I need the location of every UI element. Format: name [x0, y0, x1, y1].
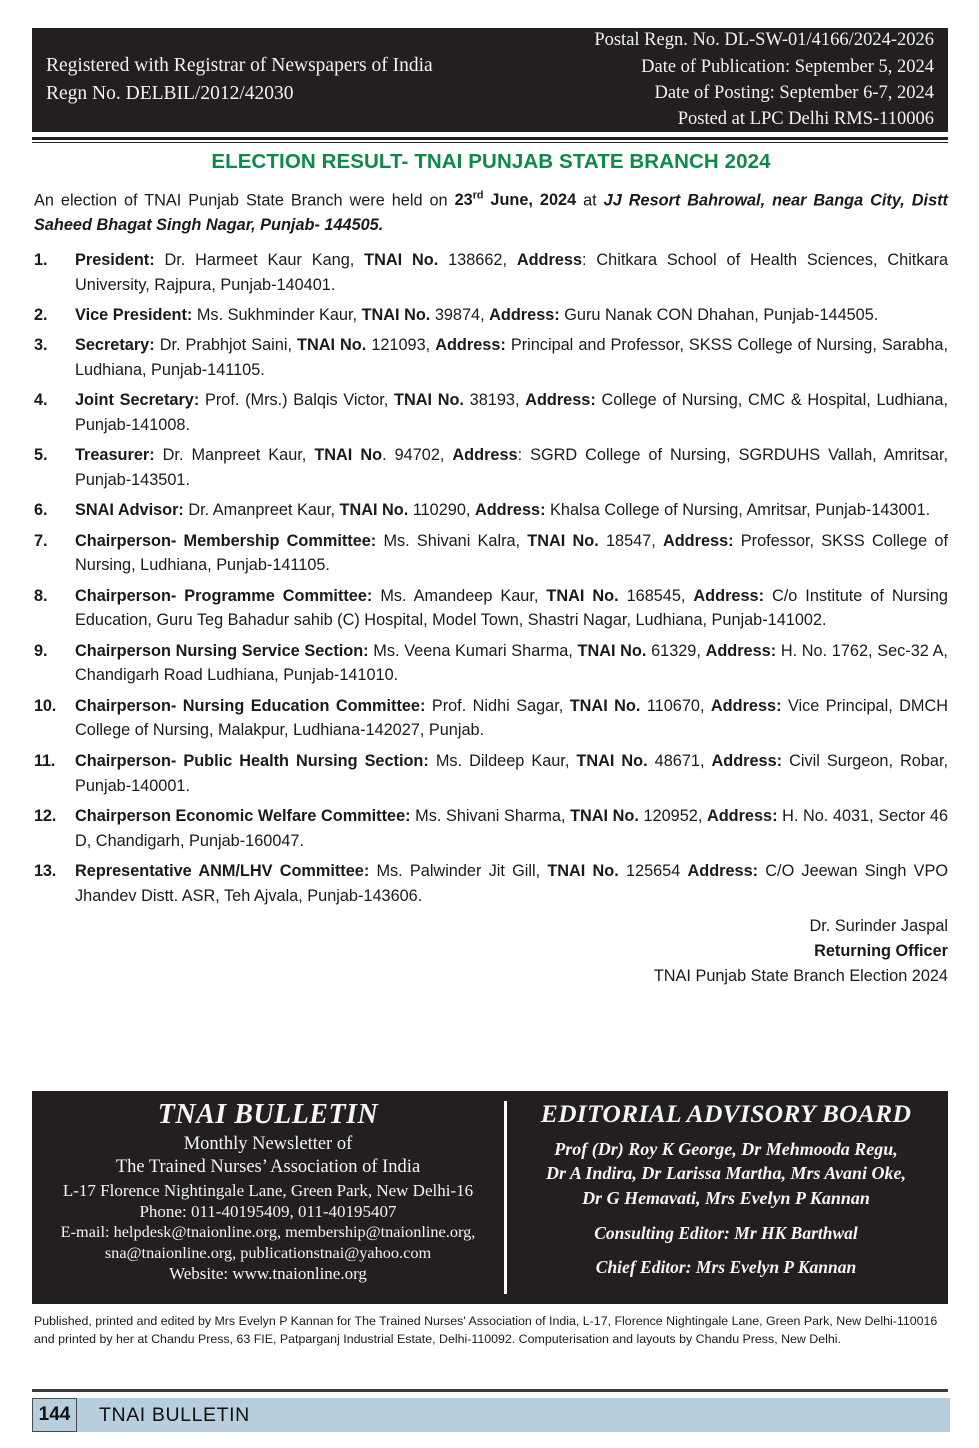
list-item-address: College of Nursing, CMC & Hospital, Ludhiana, Punjab-141008. — [75, 391, 948, 435]
list-item-tnai-label: TNAI No. — [361, 305, 431, 324]
list-item-address-label: Address: — [705, 641, 777, 660]
list-item-address-label: Address: — [687, 861, 759, 880]
editorial-board-panel — [504, 1091, 948, 1304]
list-item-role: President: — [75, 250, 155, 269]
bulletin-organisation: The Trained Nurses’ Association of India — [115, 1157, 421, 1178]
bulletin-phone: Phone: 011-40195409, 011-40195407 — [139, 1202, 397, 1221]
bulletin-subtitle: Monthly Newsletter of — [183, 1134, 353, 1154]
signatory-organisation: TNAI Punjab State Branch Election 2024 — [653, 967, 948, 986]
masthead-posted-at-line: Posted at LPC Delhi RMS-110006 — [677, 109, 934, 130]
editorial-board-title: EDITORIAL ADVISORY BOARD — [540, 1099, 912, 1128]
list-item-address: : Chitkara School of Health Sciences, Chitkara University, Rajpura, Punjab-140401. — [75, 250, 949, 294]
intro-text-2: at — [576, 191, 604, 210]
list-item-role: Chairperson- Programme Committee: — [75, 586, 373, 605]
masthead-regn-no-line: Regn No. DELBIL/2012/42030 — [46, 83, 294, 104]
list-item-role: Joint Secretary: — [75, 391, 200, 410]
list-item-role: Chairperson Nursing Service Section: — [75, 641, 369, 660]
list-item-address: Guru Nanak CON Dhahan, Punjab-144505. — [559, 305, 879, 324]
list-item-role: Secretary: — [75, 336, 155, 355]
intro-date-number: 23 — [454, 191, 473, 210]
list-item-tnai-number: 138662, — [438, 250, 517, 269]
list-item — [34, 749, 948, 799]
article-body — [34, 150, 948, 990]
list-item-address-label: Address: — [693, 586, 764, 605]
list-item-tnai-label: TNAI No. — [576, 751, 648, 770]
list-item-name: Ms. Shivani Sharma, — [410, 806, 571, 825]
list-item — [34, 498, 948, 523]
list-item-address: Vice Principal, DMCH College of Nursing, Malakpur, Ludhiana-142027, Punjab. — [75, 696, 948, 740]
list-item-tnai-label: TNAI No. — [570, 806, 639, 825]
list-item-number: 9. — [34, 641, 48, 660]
list-item-name: Ms. Sukhminder Kaur, — [192, 305, 362, 324]
list-item-address: Civil Surgeon, Robar, Punjab-140001. — [75, 751, 948, 795]
list-item-tnai-label: TNAI No. — [569, 696, 641, 715]
list-item-role: Vice President: — [75, 305, 193, 324]
list-item-address: : SGRD College of Nursing, SGRDUHS Vallah, Amritsar, Punjab-143501. — [75, 446, 948, 490]
bulletin-info-panel — [32, 1091, 504, 1304]
bulletin-email-line-1: E-mail: helpdesk@tnaionline.org, membership@tnaionline.org, — [60, 1222, 476, 1242]
page-footer-rule — [32, 1389, 948, 1392]
list-item — [34, 248, 948, 298]
page-footer-label: TNAI BULLETIN — [99, 1403, 250, 1426]
list-item-tnai-number: 110670, — [640, 696, 711, 715]
list-item-tnai-label: TNAI No. — [297, 336, 367, 355]
list-item-tnai-label: TNAI No. — [364, 250, 439, 269]
list-item-tnai-number: 168545, — [618, 586, 694, 605]
article-intro-paragraph — [34, 188, 948, 238]
list-item-tnai-number: 18547, — [598, 531, 663, 550]
footer-dark-panel — [32, 1091, 948, 1304]
signatory-title: Returning Officer — [814, 942, 948, 961]
list-item — [34, 303, 948, 328]
list-item-number: 11. — [34, 751, 56, 770]
list-item-tnai-label: TNAI No. — [339, 501, 409, 520]
list-item-number: 10. — [34, 696, 57, 715]
list-item-name: Dr. Manpreet Kaur, — [154, 446, 315, 465]
page-number: 144 — [32, 1398, 77, 1432]
article-headline: ELECTION RESULT- TNAI PUNJAB STATE BRANCH 2024 — [211, 150, 771, 173]
signature-block — [34, 914, 948, 990]
list-item-address-label: Address — [452, 446, 518, 465]
list-item-tnai-number: 125654 — [618, 861, 688, 880]
list-item-role: Chairperson- Public Health Nursing Section: — [75, 751, 429, 770]
list-item-tnai-label: TNAI No. — [547, 861, 619, 880]
list-item-tnai-number: 120952, — [638, 806, 707, 825]
intro-text-1: An election of TNAI Punjab State Branch were held on — [34, 191, 455, 210]
list-item-address-label: Address — [516, 250, 582, 269]
list-item-tnai-number: 38193, — [463, 391, 526, 410]
masthead-banner — [32, 28, 948, 132]
intro-date-ordinal-suffix: rd — [472, 190, 484, 202]
list-item-name: Dr. Harmeet Kaur Kang, — [154, 250, 365, 269]
list-item-name: Dr. Prabhjot Saini, — [154, 336, 298, 355]
list-item-tnai-number: 39874, — [430, 305, 490, 324]
editorial-board-names-line-1: Prof (Dr) Roy K George, Dr Mehmooda Regu, — [554, 1139, 898, 1159]
list-item-name: Prof. Nidhi Sagar, — [425, 696, 570, 715]
intro-venue: JJ Resort Bahrowal, near Banga City, Distt Saheed Bhagat Singh Nagar, Punjab- 144505. — [34, 191, 948, 235]
list-item-tnai-label: TNAI No. — [546, 586, 619, 605]
list-item-number: 8. — [34, 586, 48, 605]
list-item-role: SNAI Advisor: — [75, 501, 184, 520]
list-item-address-label: Address: — [474, 501, 546, 520]
list-item-address-label: Address: — [711, 751, 783, 770]
editorial-board-names-line-3: Dr G Hemavati, Mrs Evelyn P Kannan — [582, 1187, 870, 1208]
masthead-date-posting-line: Date of Posting: September 6-7, 2024 — [654, 83, 934, 103]
panel-divider — [504, 1101, 507, 1294]
list-item-number: 6. — [34, 501, 48, 520]
list-item — [34, 529, 948, 579]
list-item-role: Chairperson Economic Welfare Committee: — [75, 806, 411, 825]
signatory-name: Dr. Surinder Jaspal — [809, 916, 948, 935]
list-item — [34, 443, 948, 493]
election-results-list — [34, 248, 948, 908]
list-item-address: H. No. 4031, Sector 46 D, Chandigarh, Punjab-160047. — [75, 806, 949, 850]
list-item — [34, 388, 948, 438]
masthead-registered-line: Registered with Registrar of Newspapers of India — [46, 54, 433, 76]
list-item-tnai-label: TNAI No. — [577, 641, 647, 660]
list-item-name: Ms. Amandeep Kaur, — [372, 586, 547, 605]
list-item-tnai-number: . 94702, — [382, 446, 453, 465]
list-item-name: Ms. Dildeep Kaur, — [428, 751, 577, 770]
page-footer-bar — [32, 1398, 950, 1432]
list-item-number: 4. — [34, 391, 48, 410]
list-item-role: Chairperson- Nursing Education Committee: — [75, 696, 426, 715]
consulting-editor: Consulting Editor: Mr HK Barthwal — [594, 1222, 858, 1243]
list-item-tnai-label: TNAI No. — [527, 531, 599, 550]
editorial-board-names-line-2: Dr A Indira, Dr Larissa Martha, Mrs Avani Oke, — [546, 1163, 906, 1184]
list-item — [34, 859, 948, 909]
list-item-address: Professor, SKSS College of Nursing, Ludhiana, Punjab-141105. — [75, 531, 948, 575]
list-item — [34, 584, 948, 634]
masthead-registration-block — [32, 52, 508, 109]
masthead-postal-block — [508, 27, 948, 132]
list-item-name: Dr. Amanpreet Kaur, — [183, 501, 340, 520]
list-item-address: Khalsa College of Nursing, Amritsar, Punjab-143001. — [545, 501, 931, 520]
list-item-address: Principal and Professor, SKSS College of Nursing, Sarabha, Ludhiana, Punjab-141105. — [75, 336, 948, 380]
list-item-address-label: Address: — [435, 336, 506, 355]
list-item-name: Ms. Palwinder Jit Gill, — [369, 861, 548, 880]
masthead-divider-rule — [32, 137, 948, 143]
list-item-number: 1. — [34, 250, 48, 269]
list-item-tnai-number: 110290, — [408, 501, 475, 520]
list-item-address-label: Address: — [662, 531, 734, 550]
list-item-tnai-number: 61329, — [646, 641, 706, 660]
imprint-block — [34, 1313, 948, 1349]
list-item-role: Representative ANM/LHV Committee: — [75, 861, 370, 880]
divider-thin-line — [32, 142, 948, 143]
intro-date-rest: June, 2024 — [483, 191, 577, 210]
list-item-number: 13. — [34, 861, 57, 880]
bulletin-address: L-17 Florence Nightingale Lane, Green Park, New Delhi-16 — [62, 1180, 474, 1200]
list-item-number: 7. — [34, 531, 48, 550]
bulletin-title: TNAI BULLETIN — [157, 1099, 379, 1130]
list-item-tnai-number: 121093, — [366, 336, 436, 355]
chief-editor: Chief Editor: Mrs Evelyn P Kannan — [595, 1256, 857, 1277]
list-item-number: 2. — [34, 305, 48, 324]
list-item-number: 3. — [34, 336, 48, 355]
list-item — [34, 333, 948, 383]
list-item — [34, 694, 948, 744]
list-item-number: 12. — [34, 806, 57, 825]
imprint-line-2: and printed by her at Chandu Press, 63 FIE, Patparganj Industrial Estate, Delhi-110092. Computerisation and layouts by Chandu Press, New Delhi. — [34, 1331, 841, 1346]
list-item-tnai-number: 48671, — [647, 751, 712, 770]
list-item-name: Ms. Veena Kumari Sharma, — [368, 641, 578, 660]
list-item-role: Chairperson- Membership Committee: — [75, 531, 377, 550]
list-item-address: C/O Jeewan Singh VPO Jhandev Distt. ASR, Teh Ajvala, Punjab-143606. — [75, 861, 948, 905]
imprint-line-1: Published, printed and edited by Mrs Evelyn P Kannan for The Trained Nurses' Association of India, L-17, Florence Nightingale Lane, Green Park, New Delhi-110016 — [34, 1314, 938, 1328]
list-item-address: C/o Institute of Nursing Education, Guru Teg Bahadur sahib (C) Hospital, Model Town, Shastri Nagar, Ludhiana, Punjab-141002. — [75, 586, 948, 630]
list-item-tnai-label: TNAI No. — [394, 391, 464, 410]
list-item-address: H. No. 1762, Sec-32 A, Chandigarh Road Ludhiana, Punjab-141010. — [75, 641, 948, 685]
list-item-name: Ms. Shivani Kalra, — [376, 531, 528, 550]
list-item-tnai-label: TNAI No — [314, 446, 383, 465]
list-item-address-label: Address: — [489, 305, 560, 324]
bulletin-email-line-2: sna@tnaionline.org, publicationstnai@yahoo.com — [104, 1242, 432, 1262]
masthead-date-publication-line: Date of Publication: September 5, 2024 — [641, 56, 934, 77]
list-item-address-label: Address: — [710, 696, 782, 715]
list-item-address-label: Address: — [706, 806, 778, 825]
bulletin-website: Website: www.tnaionline.org — [169, 1264, 367, 1284]
masthead-postal-regn-line: Postal Regn. No. DL-SW-01/4166/2024-2026 — [594, 30, 934, 51]
list-item-address-label: Address: — [525, 391, 596, 410]
list-item-name: Prof. (Mrs.) Balqis Victor, — [199, 391, 395, 410]
list-item — [34, 804, 948, 854]
list-item-number: 5. — [34, 446, 48, 465]
list-item — [34, 639, 948, 689]
list-item-role: Treasurer: — [75, 446, 155, 465]
